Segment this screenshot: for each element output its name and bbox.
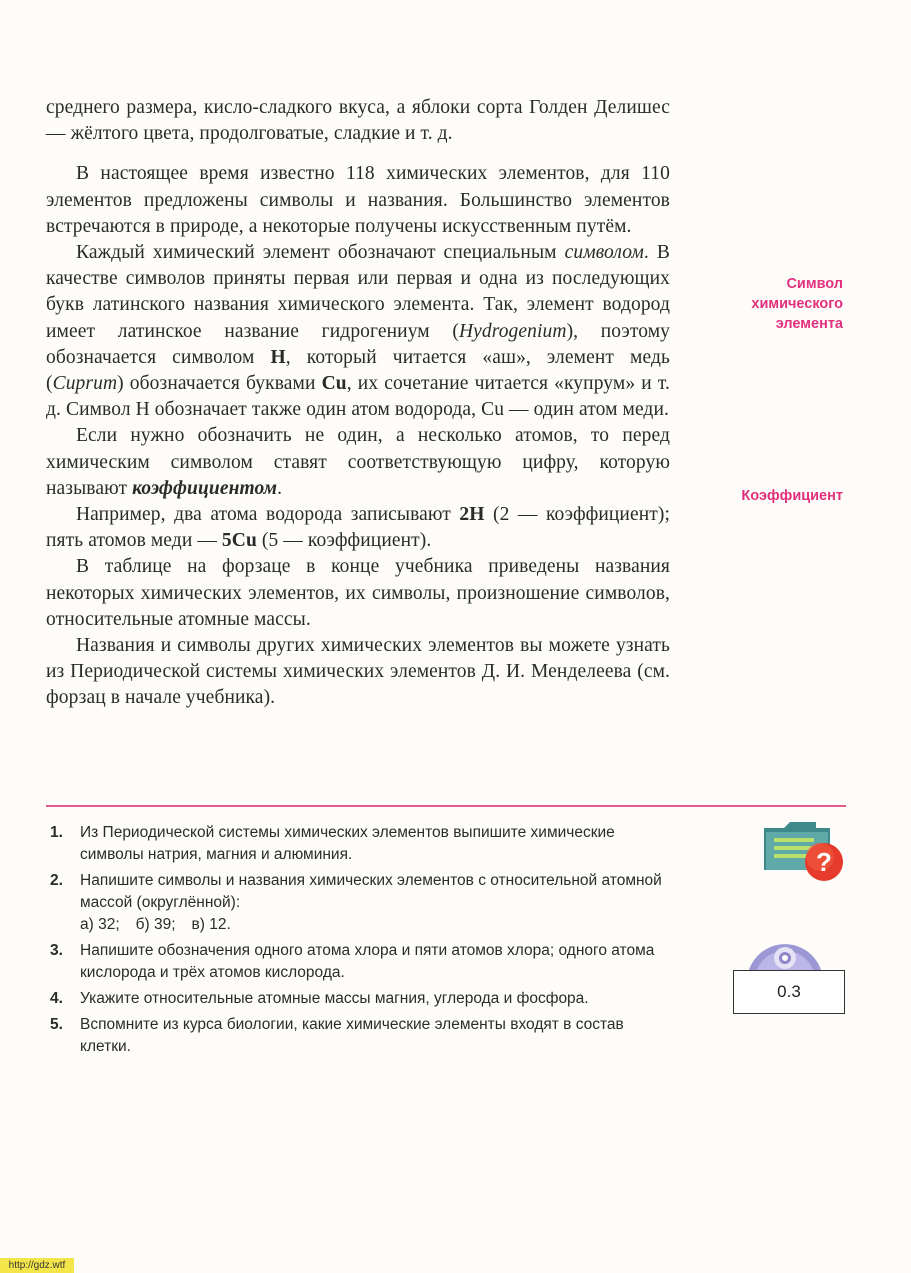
questions-list xyxy=(46,822,676,1062)
question-item: 4. Укажите относительные атомные массы магния, углерода и фосфора. xyxy=(50,990,589,1007)
paragraph-example: Например, два атома водорода записывают 2H (2 — коэффициент); пять атомов меди — 5Cu (5 — коэффициент). xyxy=(46,504,670,552)
question-item: 2. Напишите символы и названия химических элементов с относительной атомной массой (округлённой): а) 32; б) 39; в) 12. xyxy=(46,870,676,936)
main-text xyxy=(46,95,670,712)
margin-note-symbol: Символ химического элемента xyxy=(751,276,843,332)
paragraph-elements-count: В настоящее время известно 118 химических элементов, для 110 элементов предложены символы и названия. Большинство элементов встречаются в природе, а некоторые получены искусственным путём. xyxy=(46,163,670,237)
answer-options: а) 32; б) 39; в) 12. xyxy=(80,916,231,933)
paragraph-table: В таблице на форзаце в конце учебника приведены названия некоторых химических элементов, их символы, произношение символов, относительные атомные массы. xyxy=(46,556,670,630)
paragraph-coefficient: Если нужно обозначить не один, а несколько атомов, то перед химическим символом ставят соответствующую цифру, которую называют коэффициентом. xyxy=(46,425,670,499)
media-code-box: 0.3 xyxy=(733,970,845,1014)
paragraph-symbol: Каждый химический элемент обозначают специальным символом. В качестве символов приняты первая или первая и одна из последующих букв латинского названия химического элемента. Так, элемент водород имеет латинское название гидрогениум (Hydrogenium), поэтому обозначается символом H, который читается «аш», элемент медь (Cuprum) обозначается буквами Cu, их сочетание читается «купрум» и т. д. Символ H обозначает также один атом водорода, Cu — один атом меди. xyxy=(46,242,671,421)
cd-disc-icon xyxy=(745,918,825,974)
question-item: 1. Из Периодической системы химических элементов выпишите химические символы натрия, магния и алюминия. xyxy=(50,824,615,863)
question-item: 5. Вспомните из курса биологии, какие химические элементы входят в состав клетки. xyxy=(50,1016,624,1055)
folder-question-icon xyxy=(760,818,846,884)
intro-paragraph: среднего размера, кисло-сладкого вкуса, а яблоки сорта Голден Делишес — жёлтого цвета, продолговатые, сладкие и т. д. xyxy=(46,97,670,145)
section-divider xyxy=(46,805,846,807)
question-item: 3. Напишите обозначения одного атома хлора и пяти атомов хлора; одного атома кислорода и трёх атомов кислорода. xyxy=(50,942,655,981)
watermark-link[interactable]: http://gdz.wtf xyxy=(0,1258,74,1273)
margin-note-coefficient: Коэффициент xyxy=(741,488,843,504)
paragraph-periodic: Названия и символы других химических элементов вы можете узнать из Периодической системы химических элементов Д. И. Менделеева (см. форзац в начале учебника). xyxy=(46,635,670,709)
svg-text:?: ? xyxy=(816,847,832,877)
